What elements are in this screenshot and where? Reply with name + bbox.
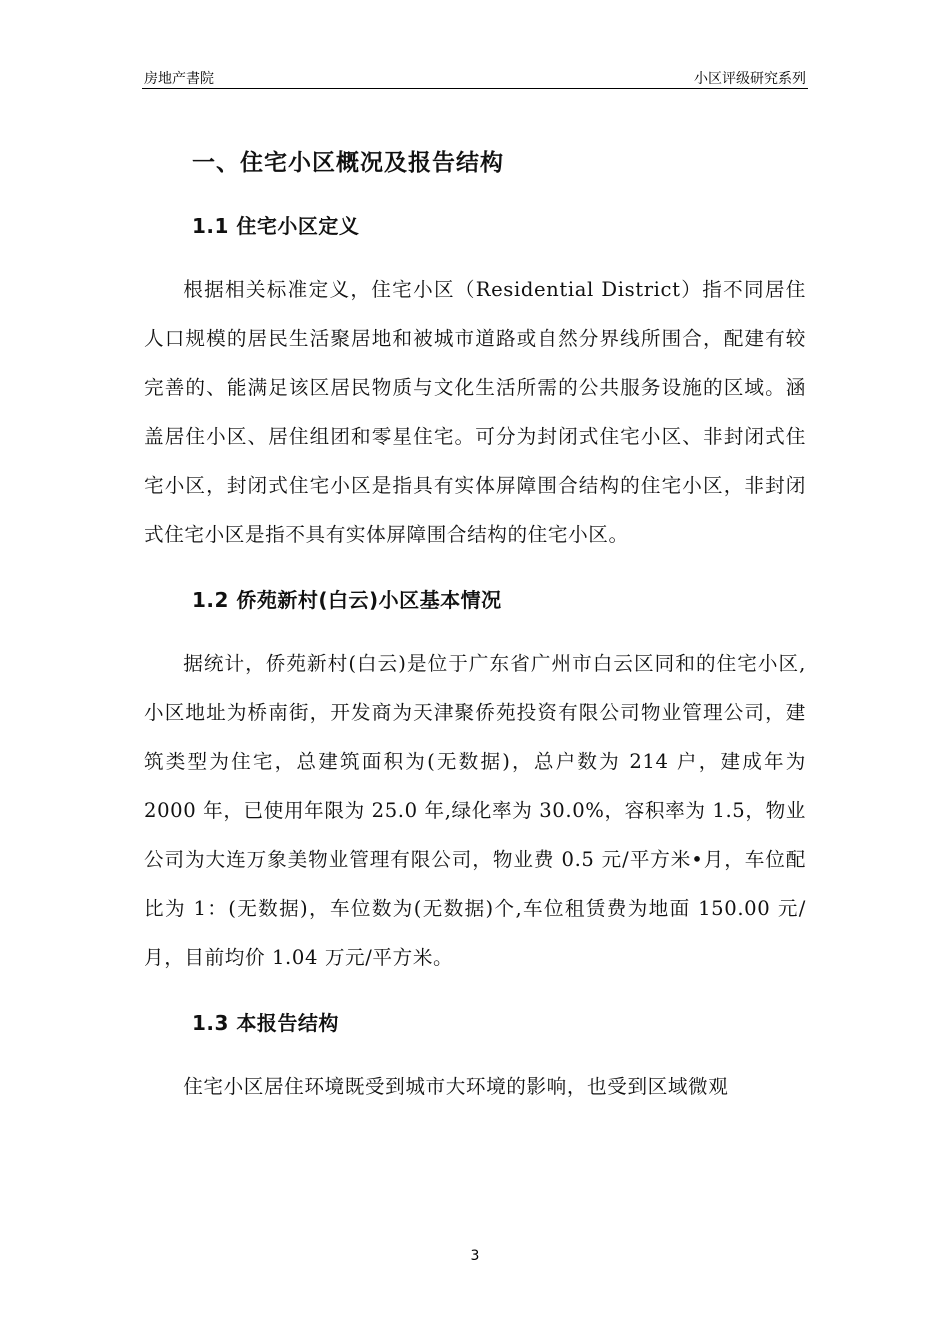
header-left-title: 房地产書院 bbox=[144, 71, 214, 87]
subsection-heading-1-3: 1.3 本报告结构 bbox=[192, 1011, 339, 1035]
subsection-heading-1-1: 1.1 住宅小区定义 bbox=[192, 214, 360, 238]
paragraph-report-structure: 住宅小区居住环境既受到城市大环境的影响，也受到区域微观 bbox=[183, 1075, 729, 1098]
header-divider bbox=[142, 88, 808, 89]
subsection-heading-1-2: 1.2 侨苑新村(白云)小区基本情况 bbox=[192, 588, 502, 612]
paragraph-basic-info: 据统计，侨苑新村(白云)是位于广东省广州市白云区同和的住宅小区,小区地址为桥南街，开发商为天津聚侨苑投资有限公司物业管理公司，建筑类型为住宅，总建筑面积为(无数据)，总户数为 214 户，建成年为 2000 年，已使用年限为 25.0 年,绿化率为 30.0%，容积率为 1.5，物业公司为大连万象美物业管理有限公司，物业费 0.5 元/平方米•月，车位配比为 1：(无数据)，车位数为(无数据)个,车位租赁费为地面 150.00 元/月，目前均价 1.04 万元/平方米。 bbox=[144, 652, 806, 969]
main-content bbox=[144, 138, 806, 1111]
section-title: 一、住宅小区概况及报告结构 bbox=[192, 150, 504, 176]
paragraph-definition: 根据相关标准定义，住宅小区（Residential District）指不同居住人口规模的居民生活聚居地和被城市道路或自然分界线所围合，配建有较完善的、能满足该区居民物质与文化生活所需的公共服务设施的区域。涵盖居住小区、居住组团和零星住宅。可分为封闭式住宅小区、非封闭式住宅小区，封闭式住宅小区是指具有实体屏障围合结构的住宅小区，非封闭式住宅小区是指不具有实体屏障围合结构的住宅小区。 bbox=[144, 278, 806, 546]
header-right-title: 小区评级研究系列 bbox=[694, 71, 806, 87]
page-number: 3 bbox=[470, 1248, 480, 1264]
